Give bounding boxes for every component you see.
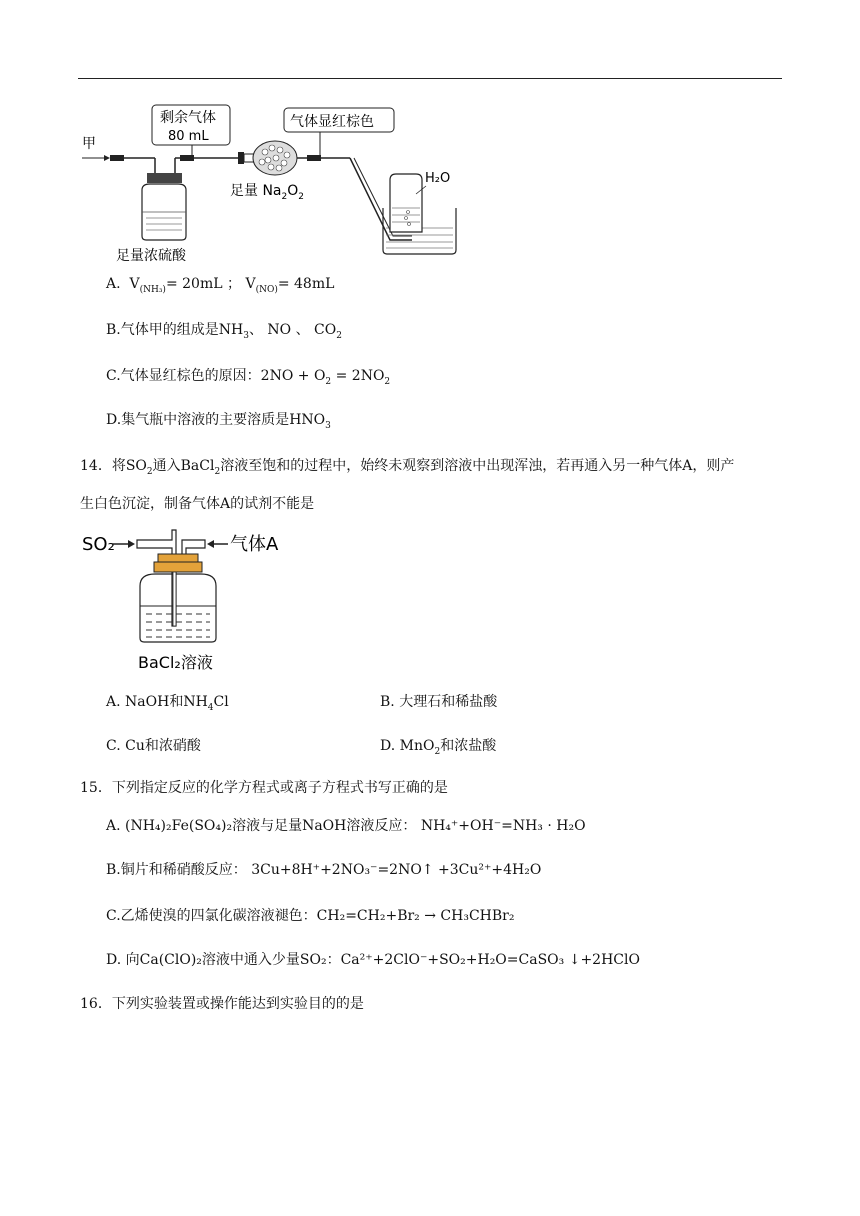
box1-line2: 80 mL bbox=[168, 129, 209, 144]
q13-option-c: C.气体显红棕色的原因：$2NO + O_2 = 2NO_2$ bbox=[106, 368, 391, 387]
gas-jia-label: 甲 bbox=[82, 136, 96, 152]
water-label: H₂O bbox=[425, 171, 451, 186]
q14-option-a: A. NaOH和$NH_4Cl$ bbox=[106, 694, 229, 713]
gas-a-inlet-label: 气体A bbox=[230, 534, 279, 555]
q15-option-a: A. (NH₄)₂Fe(SO₄)₂溶液与足量NaOH溶液反应： NH₄⁺+OH⁻=NH₃ · H₂O bbox=[106, 818, 586, 834]
header-rule bbox=[78, 78, 782, 79]
box2-label: 气体显红棕色 bbox=[290, 114, 374, 130]
q14-option-b: B. 大理石和稀盐酸 bbox=[380, 694, 498, 710]
q14-option-d: D. MnO$_2$和浓盐酸 bbox=[380, 738, 497, 757]
gas-apparatus-figure bbox=[80, 100, 480, 265]
q13-option-a: A. $V_{(NH_3)}= 20mL$ ； $V_{(NO)}= 48mL$ bbox=[106, 276, 335, 295]
na2o2-label: 足量 $Na_2O_2$ bbox=[230, 183, 305, 202]
q14-stem-line2: 生白色沉淀，制备气体A的试剂不能是 bbox=[80, 496, 315, 512]
q15-stem: 15．下列指定反应的化学方程式或离子方程式书写正确的是 bbox=[80, 780, 448, 796]
box1-line1: 剩余气体 bbox=[160, 110, 216, 126]
q14-stem-line1: 14．将$SO_2$通入BaCl$_2$溶液至饱和的过程中，始终未观察到溶液中出现浑浊，若再通入另一种气体A，则产 bbox=[80, 458, 735, 477]
bacl2-apparatus-figure bbox=[80, 526, 300, 676]
bacl2-solution-label: BaCl₂溶液 bbox=[138, 653, 213, 672]
q15-option-c: C.乙烯使溴的四氯化碳溶液褪色：CH₂=CH₂+Br₂ → CH₃CHBr₂ bbox=[106, 908, 515, 924]
q13-option-d: D.集气瓶中溶液的主要溶质是$HNO_3$ bbox=[106, 412, 331, 431]
q15-option-b: B.铜片和稀硝酸反应： 3Cu+8H⁺+2NO₃⁻=2NO↑ +3Cu²⁺+4H₂O bbox=[106, 862, 542, 878]
q15-option-d: D. 向Ca(ClO)₂溶液中通入少量SO₂：Ca²⁺+2ClO⁻+SO₂+H₂O=CaSO₃ ↓+2HClO bbox=[106, 952, 640, 968]
q13-option-b: B.气体甲的组成是$NH_3$、 NO 、 $CO_2$ bbox=[106, 322, 342, 341]
q14-option-c: C. Cu和浓硝酸 bbox=[106, 738, 201, 754]
q16-stem: 16．下列实验装置或操作能达到实验目的的是 bbox=[80, 996, 364, 1012]
acid-label: 足量浓硫酸 bbox=[116, 248, 186, 264]
so2-inlet-label: SO₂ bbox=[82, 534, 115, 555]
